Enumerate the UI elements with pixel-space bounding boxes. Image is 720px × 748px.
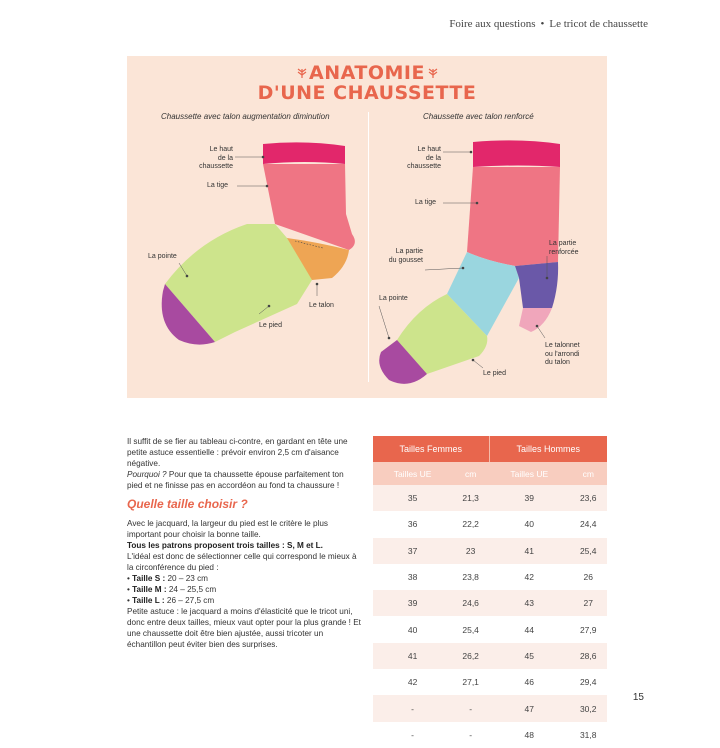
table-cell: 27 [569, 590, 607, 616]
table-cell: 25,4 [452, 616, 489, 642]
table-cell: - [452, 695, 489, 721]
table-cell: - [373, 722, 452, 748]
table-cell: 44 [489, 616, 569, 642]
table-cell: 38 [373, 564, 452, 590]
table-cell: 39 [373, 590, 452, 616]
right-label-talonnet: Le talonnet ou l'arrondi du talon [545, 342, 580, 366]
size-text-bold: Tous les patrons proposent trois tailles : S, M et L. [127, 541, 323, 550]
table-cell: - [452, 722, 489, 748]
size-list-item: • Taille M : 24 – 25,5 cm [127, 585, 217, 594]
header-separator: • [540, 18, 545, 30]
sock-illustrations [127, 56, 607, 398]
table-cell: 42 [373, 669, 452, 695]
table-cell: 24,4 [569, 511, 607, 537]
table-row [373, 669, 607, 695]
table-cell: 35 [373, 485, 452, 511]
left-label-haut: Le haut de la chaussette [199, 146, 233, 170]
left-label-talon: Le talon [309, 302, 334, 309]
table-cell: 21,3 [452, 485, 489, 511]
size-text-4: Petite astuce : le jacquard a moins d'élasticité que le tricot uni, donc entre deux tailles, mieux vaut opter pour la plus grande ! Et une chaussette doit être bien ajustée, aussi tricoter un échantillon peut éviter bien des surprises. [127, 607, 361, 649]
right-label-renforcee: La partie renforcée [549, 240, 579, 256]
table-cell: 24,6 [452, 590, 489, 616]
left-label-pointe: La pointe [148, 253, 177, 260]
right-label-pied: Le pied [483, 370, 506, 377]
women-header: Tailles Femmes [373, 436, 489, 462]
left-label-pied: Le pied [259, 322, 282, 329]
intro-why-text: Pour que ta chaussette épouse parfaitement ton pied et ne finisse pas en accordéon au fond ta chaussure ! [127, 470, 344, 490]
left-sock-illustration [162, 142, 355, 344]
left-sock-subtitle: Chaussette avec talon augmentation diminution [161, 112, 330, 121]
table-cell: 40 [373, 616, 452, 642]
men-header: Tailles Hommes [489, 436, 607, 462]
sub-cm-men: cm [569, 462, 607, 485]
running-header [449, 18, 648, 30]
left-label-tige: La tige [207, 182, 229, 189]
table-cell: 45 [489, 643, 569, 669]
right-sock-reinforced [515, 262, 558, 308]
table-cell: 27,9 [569, 616, 607, 642]
table-cell: 42 [489, 564, 569, 590]
table-cell: 26,2 [452, 643, 489, 669]
right-sock-heelcup [519, 308, 552, 332]
right-sock-leg [467, 167, 560, 266]
table-cell: - [373, 695, 452, 721]
panel-title-line2: D'UNE CHAUSSETTE [257, 82, 477, 104]
sub-eu-men: Tailles UE [489, 462, 569, 485]
table-cell: 41 [489, 538, 569, 564]
table-cell: 43 [489, 590, 569, 616]
size-section-body [127, 518, 363, 650]
table-subheader-row [373, 462, 607, 485]
table-cell: 40 [489, 511, 569, 537]
table-cell: 41 [373, 643, 452, 669]
table-cell: 22,2 [452, 511, 489, 537]
table-cell: 26 [569, 564, 607, 590]
table-cell: 25,4 [569, 538, 607, 564]
table-row [373, 511, 607, 537]
table-cell: 27,1 [452, 669, 489, 695]
table-cell: 29,4 [569, 669, 607, 695]
panel-title-line1: ANATOMIE [309, 62, 425, 84]
right-label-tige: La tige [415, 199, 437, 206]
size-table [373, 436, 607, 748]
size-list-item: • Taille L : 26 – 27,5 cm [127, 596, 215, 605]
size-section-title: Quelle taille choisir ? [127, 497, 248, 511]
table-row [373, 538, 607, 564]
sub-eu-women: Tailles UE [373, 462, 452, 485]
table-cell: 23 [452, 538, 489, 564]
size-text-3: L'idéal est donc de sélectionner celle qui correspond le mieux à la circonférence du pied : [127, 552, 357, 572]
table-cell: 23,6 [569, 485, 607, 511]
sock-anatomy-panel [127, 56, 607, 398]
table-cell: 46 [489, 669, 569, 695]
page-number: 15 [632, 692, 644, 703]
table-cell: 31,8 [569, 722, 607, 748]
table-cell: 37 [373, 538, 452, 564]
header-chapter: Le tricot de chaussette [549, 18, 648, 30]
intro-paragraph [127, 436, 359, 491]
right-label-gousset: La partie du gousset [388, 248, 423, 264]
size-list-item: • Taille S : 20 – 23 cm [127, 574, 208, 583]
table-row [373, 485, 607, 511]
table-row [373, 722, 607, 748]
table-cell: 28,6 [569, 643, 607, 669]
left-sock-top [263, 142, 345, 164]
table-row [373, 590, 607, 616]
table-cell: 36 [373, 511, 452, 537]
table-row [373, 564, 607, 590]
right-label-haut: Le haut de la chaussette [407, 146, 441, 170]
table-cell: 39 [489, 485, 569, 511]
table-cell: 48 [489, 722, 569, 748]
table-cell: 30,2 [569, 695, 607, 721]
table-cell: 23,8 [452, 564, 489, 590]
intro-why: Pourquoi ? [127, 470, 167, 479]
right-sock-top [473, 140, 560, 167]
right-label-pointe: La pointe [379, 295, 408, 302]
table-row [373, 695, 607, 721]
size-text-1: Avec le jacquard, la largeur du pied est le critère le plus important pour choisir la bonne taille. [127, 519, 329, 539]
table-row [373, 616, 607, 642]
sub-cm-women: cm [452, 462, 489, 485]
table-row [373, 643, 607, 669]
right-sock-subtitle: Chaussette avec talon renforcé [423, 112, 534, 121]
header-section: Foire aux questions [449, 18, 536, 30]
intro-text: Il suffit de se fier au tableau ci-contre, en gardant en tête une petite astuce essentielle : prévoir environ 2,5 cm d'aisance négative. [127, 437, 348, 468]
table-cell: 47 [489, 695, 569, 721]
